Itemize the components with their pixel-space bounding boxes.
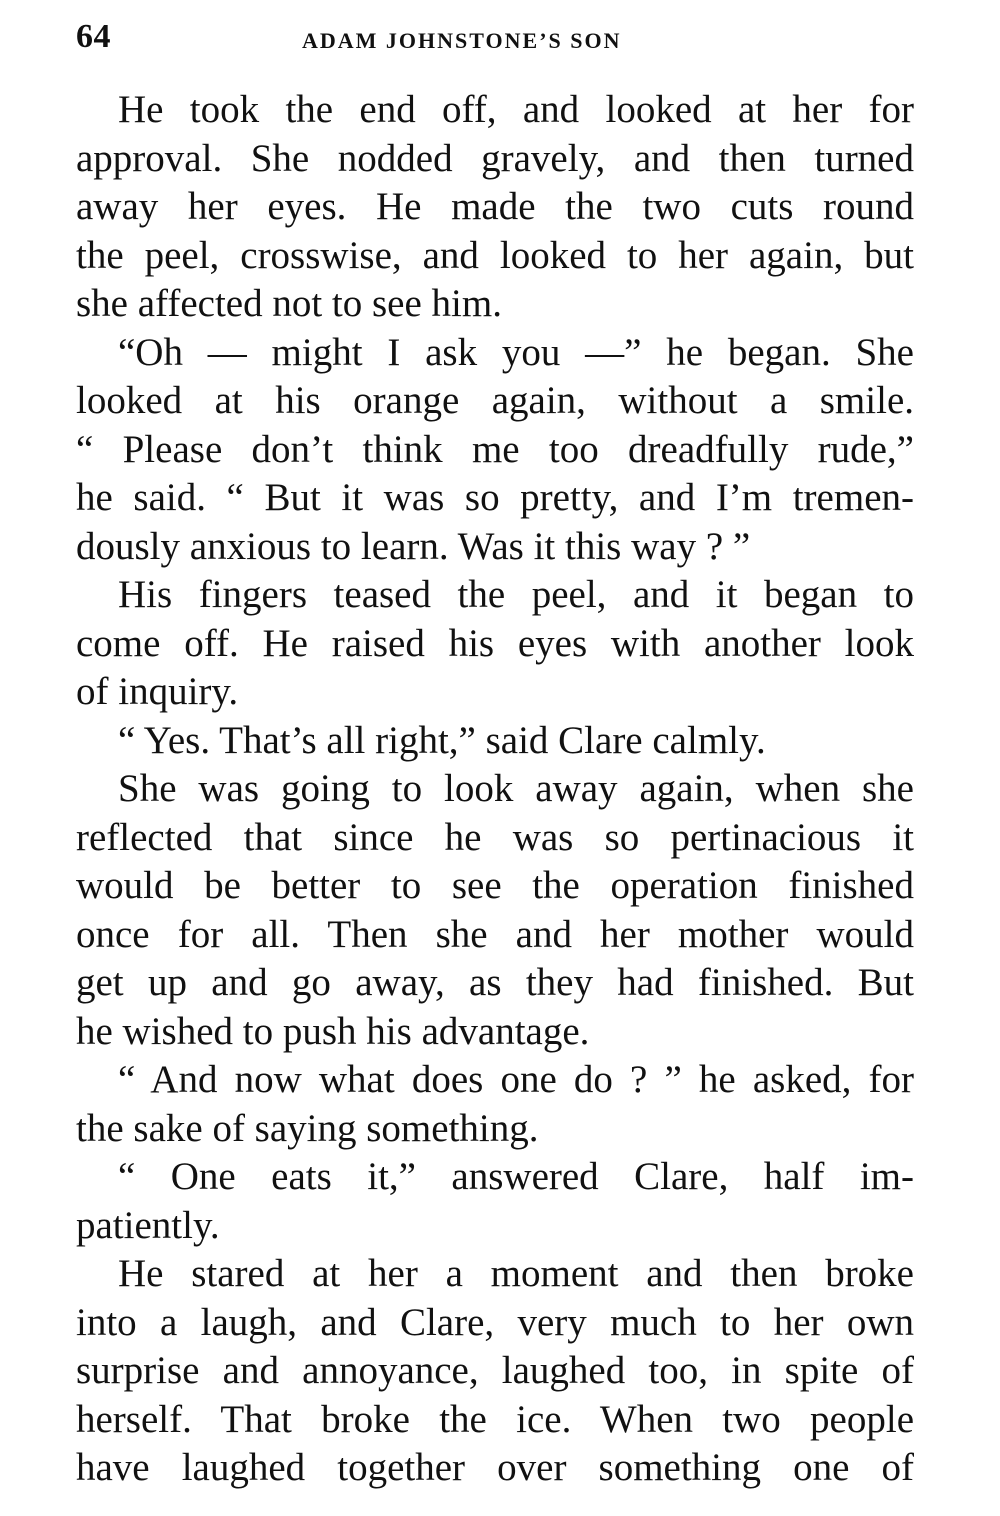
text-line: she affected not to see him. — [76, 282, 502, 325]
text-line: get up and go away, as they had finished. But — [76, 961, 914, 1004]
text-line: herself. That broke the ice. When two people — [76, 1397, 914, 1441]
page-header — [76, 18, 916, 58]
text-line: the peel, crosswise, and looked to her again, but — [76, 233, 914, 277]
text-line: have laughed together over something one of — [76, 1446, 914, 1489]
text-line: the sake of saying something. — [76, 1106, 539, 1150]
text-line: he said. “ But it was so pretty, and I’m tremen- — [76, 476, 914, 519]
body-text — [76, 86, 914, 1493]
text-line: of inquiry. — [76, 670, 239, 713]
text-line: “ Please don’t think me too dreadfully rude,” — [76, 427, 914, 471]
text-line: come off. He raised his eyes with another look — [76, 621, 914, 665]
text-line: “ And now what does one do ? ” he asked, for — [118, 1058, 914, 1101]
text-line: into a laugh, and Clare, very much to her own — [76, 1300, 914, 1344]
text-line: dously anxious to learn. Was it this way ? ” — [76, 524, 751, 568]
text-line: away her eyes. He made the two cuts round — [76, 185, 914, 228]
text-line: he wished to push his advantage. — [76, 1009, 590, 1053]
text-line: His fingers teased the peel, and it began to — [118, 573, 914, 616]
text-line: approval. She nodded gravely, and then turned — [76, 136, 914, 180]
text-line: She was going to look away again, when she — [118, 767, 914, 810]
text-line: “ One eats it,” answered Clare, half im- — [118, 1155, 914, 1198]
text-line: “Oh — might I ask you —” he began. She — [118, 330, 914, 374]
text-line: He took the end off, and looked at her for — [118, 88, 914, 131]
page-number: 64 — [76, 18, 111, 55]
running-head: ADAM JOHNSTONE’S SON — [302, 28, 622, 53]
text-line: “ Yes. That’s all right,” said Clare calmly. — [118, 718, 766, 762]
text-line: patiently. — [76, 1203, 220, 1247]
text-line: looked at his orange again, without a smile. — [76, 379, 914, 422]
text-line: reflected that since he was so pertinacious it — [76, 815, 914, 859]
text-line: He stared at her a moment and then broke — [118, 1252, 914, 1295]
text-line: once for all. Then she and her mother would — [76, 912, 914, 956]
text-line: would be better to see the operation finished — [76, 864, 914, 907]
text-line: surprise and annoyance, laughed too, in spite of — [76, 1349, 914, 1392]
